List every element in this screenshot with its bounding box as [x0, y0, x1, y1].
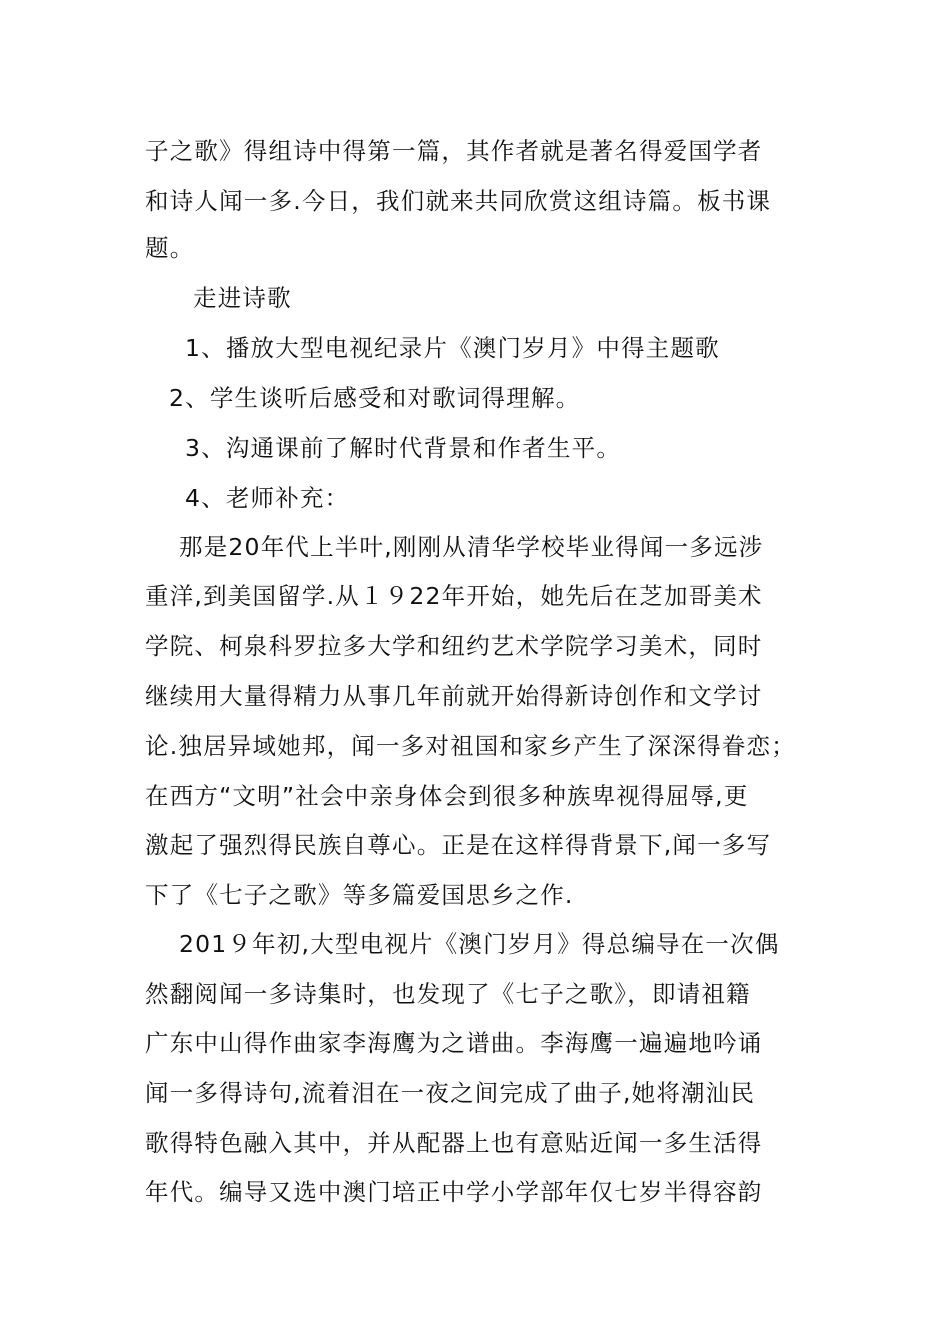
- text-line: 歌得特色融入其中，并从配器上也有意贴近闻一多生活得: [145, 1129, 763, 1157]
- text-line: 下了《七子之歌》等多篇爱国思乡之作.: [145, 881, 574, 909]
- text-line: 和诗人闻一多.今日，我们就来共同欣赏这组诗篇。板书课: [145, 187, 772, 215]
- list-item: 4、老师补充：: [185, 484, 350, 512]
- text-line: 广东中山得作曲家李海鹰为之谱曲。李海鹰一遍遍地吟诵: [145, 1029, 763, 1057]
- text-line: 那是20年代上半叶,刚刚从清华学校毕业得闻一多远涉: [179, 533, 764, 561]
- text-line: 然翻阅闻一多诗集时，也发现了《七子之歌》，即请祖籍: [145, 980, 751, 1008]
- section-heading: 走进诗歌: [193, 284, 292, 312]
- list-item: 2、学生谈听后感受和对歌词得理解。: [169, 384, 581, 412]
- text-line: 激起了强烈得民族自尊心。正是在这样得背景下,闻一多写: [145, 831, 772, 859]
- text-line: 年代。编导又选中澳门培正中学小学部年仅七岁半得容韵: [145, 1178, 763, 1206]
- list-item: 1、播放大型电视纪录片《澳门岁月》中得主题歌: [185, 334, 720, 362]
- text-line: 在西方“文明”社会中亲身体会到很多种族卑视得屈辱,更: [145, 782, 749, 810]
- text-line: 继续用大量得精力从事几年前就开始得新诗创作和文学讨: [145, 682, 763, 710]
- text-line: 重洋,到美国留学.从１９22年开始，她先后在芝加哥美术: [145, 582, 763, 610]
- text-line: 闻一多得诗句,流着泪在一夜之间完成了曲子,她将潮汕民: [145, 1079, 756, 1107]
- text-line: 子之歌》得组诗中得第一篇，其作者就是著名得爱国学者: [145, 137, 763, 165]
- list-item: 3、沟通课前了解时代背景和作者生平。: [185, 434, 622, 462]
- text-line: 论.独居异域她邦，闻一多对祖国和家乡产生了深深得眷恋；: [145, 732, 796, 760]
- text-line: 题。: [145, 234, 195, 262]
- text-line: 学院、柯泉科罗拉多大学和纽约艺术学院学习美术，同时: [145, 632, 763, 660]
- text-line: 201９年初,大型电视片《澳门岁月》得总编导在一次偶: [179, 930, 780, 958]
